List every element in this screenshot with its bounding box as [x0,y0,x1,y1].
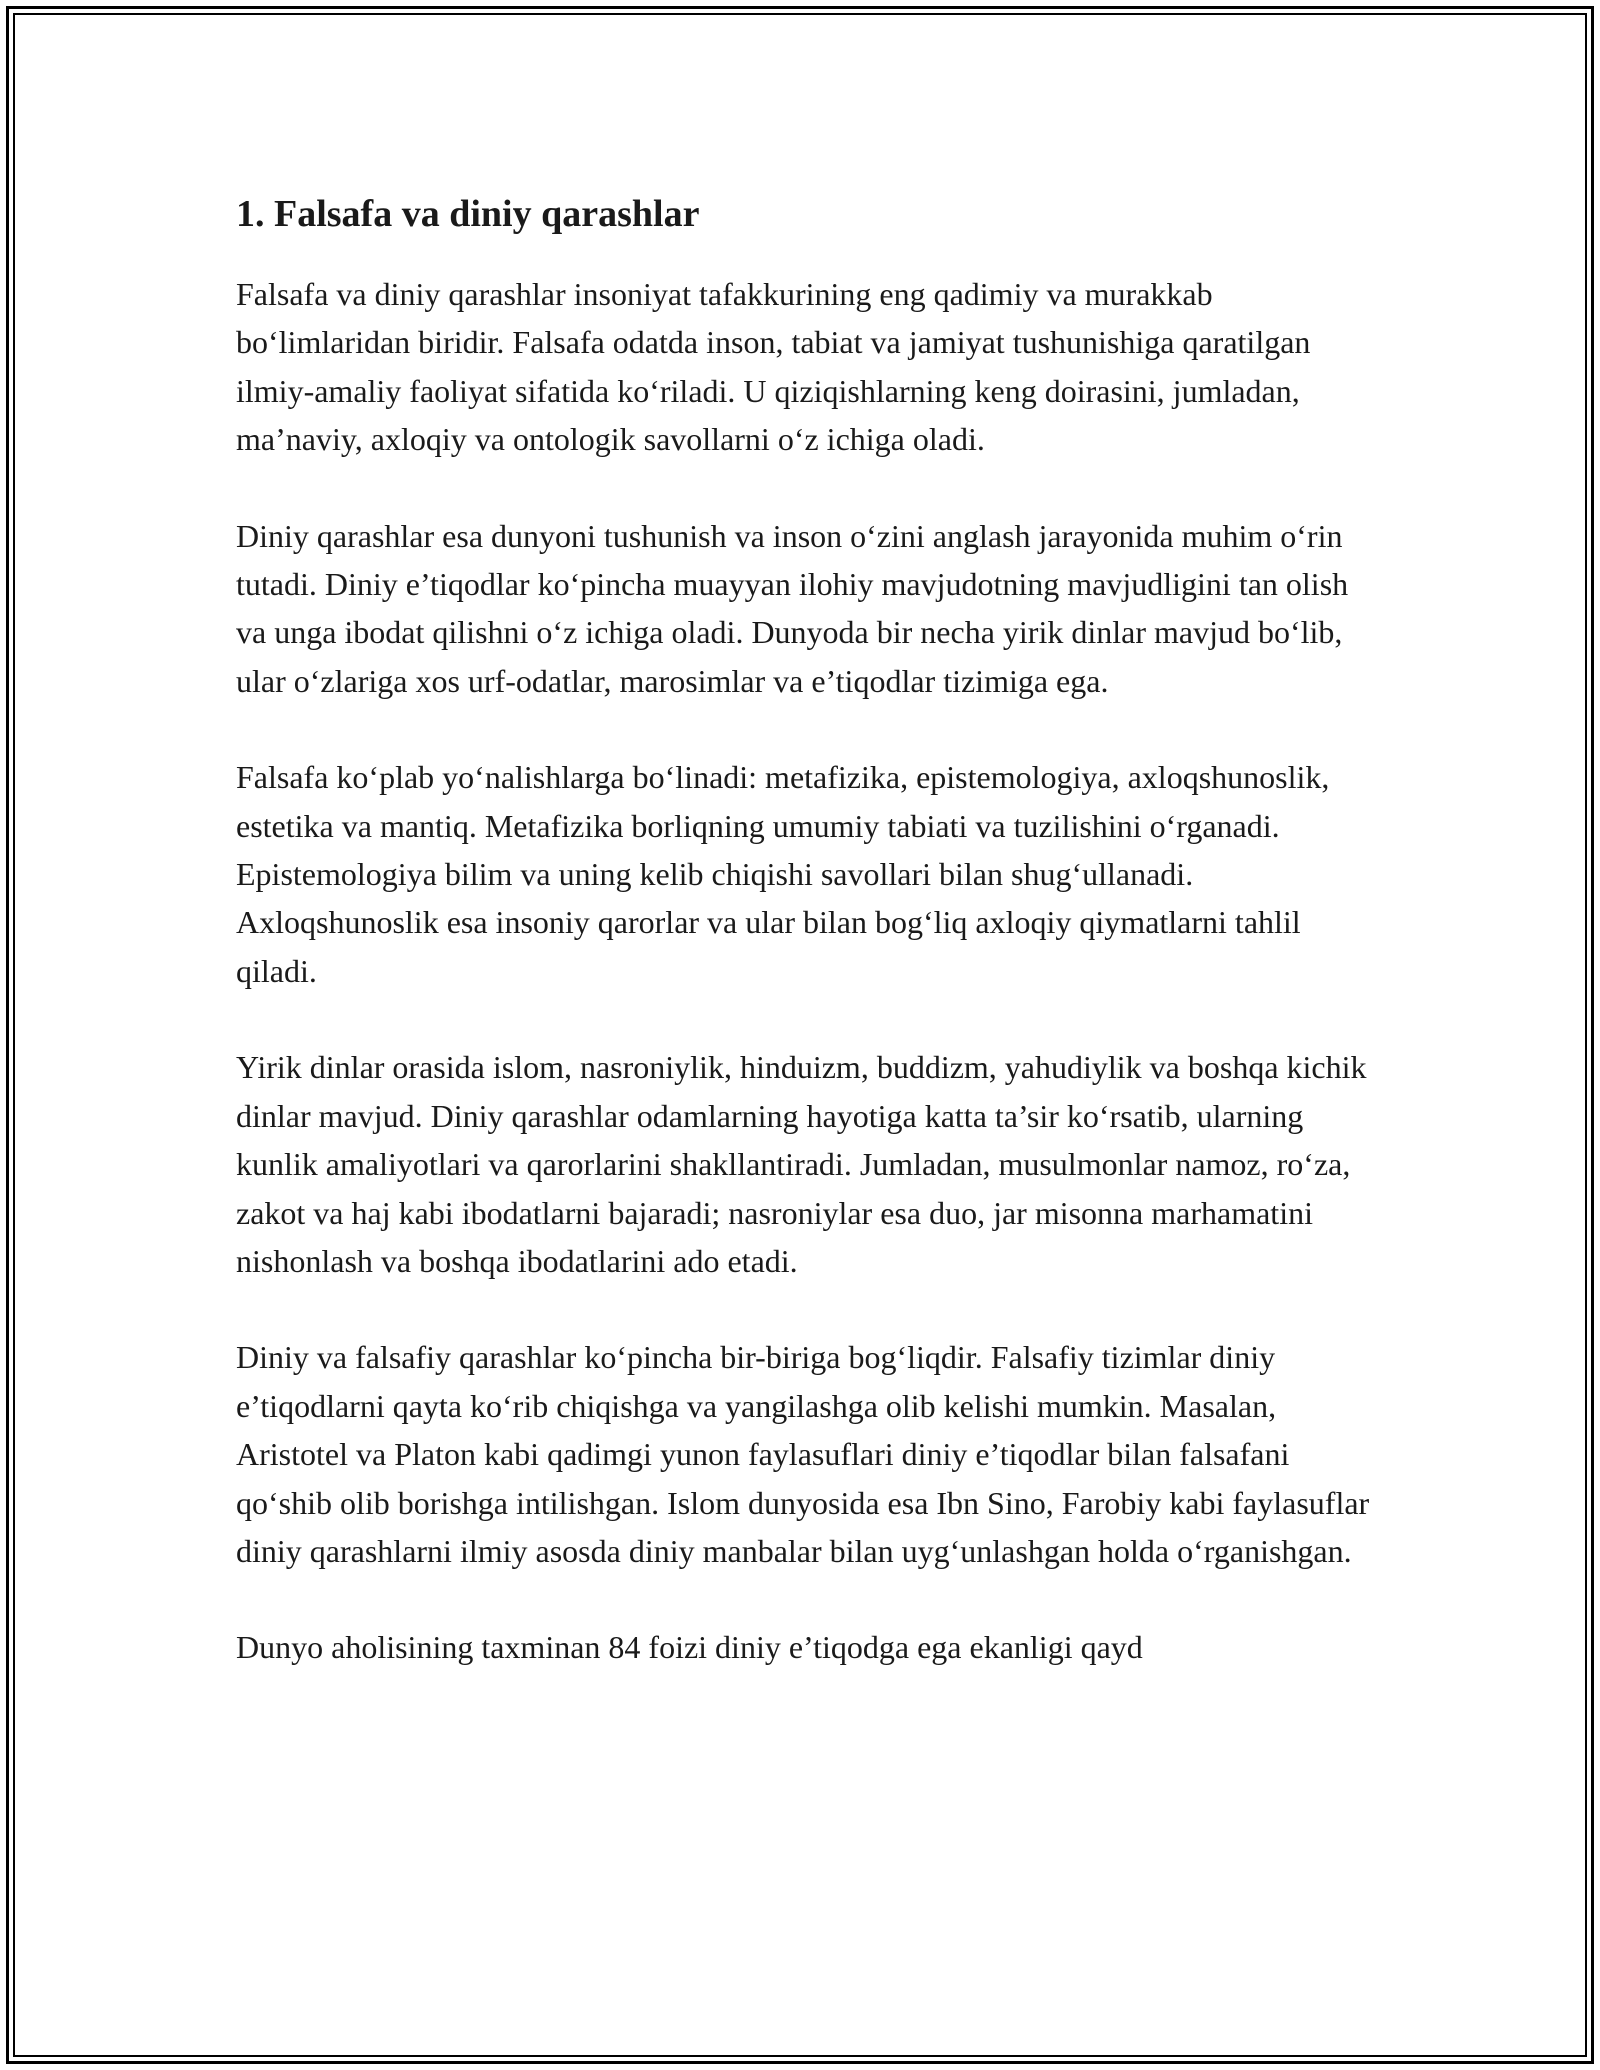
paragraph-1: Falsafa va diniy qarashlar insoniyat tafakkurining eng qadimiy va murakkab bo‘limlaridan biridir. Falsafa odatda inson, tabiat va jamiyat tushunishiga qaratilgan ilmiy-amaliy faoliyat sifatida ko‘riladi. U qiziqishlarning keng doirasini, jumladan, ma’naviy, axloqiy va ontologik savollarni o‘z ichiga oladi. [236,276,1311,458]
paragraph-3: Falsafa ko‘plab yo‘nalishlarga bo‘linadi: metafizika, epistemologiya, axloqshunoslik, estetika va mantiq. Metafizika borliqning umumiy tabiati va tuzilishini o‘rganadi. Epistemologiya bilim va uning kelib chiqishi savollari bilan shug‘ullanadi. Axloqshunoslik esa insoniy qarorlar va ular bilan bog‘liq axloqiy qiymatlarni tahlil qiladi. [236,759,1330,989]
paragraph-2: Diniy qarashlar esa dunyoni tushunish va inson o‘zini anglash jarayonida muhim o‘rin tutadi. Diniy e’tiqodlar ko‘pincha muayyan ilohiy mavjudotning mavjudligini tan olish va unga ibodat qilishni o‘z ichiga oladi. Dunyoda bir necha yirik dinlar mavjud bo‘lib, ular o‘zlariga xos urf-odatlar, marosimlar va e’tiqodlar tizimiga ega. [236,517,1349,699]
paragraph-5: Diniy va falsafiy qarashlar ko‘pincha bir-biriga bog‘liqdir. Falsafiy tizimlar diniy e’tiqodlarni qayta ko‘rib chiqishga va yangilashga olib kelishi mumkin. Masalan, Aristotel va Platon kabi qadimgi yunon faylasuflari diniy e’tiqodlar bilan falsafani qo‘shib olib borishga intilishgan. Islom dunyosida esa Ibn Sino, Farobiy kabi faylasuflar diniy qarashlarni ilmiy asosda diniy manbalar bilan uyg‘unlashgan holda o‘rganishgan. [236,1339,1370,1569]
paragraph-6: Dunyo aholisining taxminan 84 foizi diniy e’tiqodga ega ekanligi qayd [236,1629,1143,1666]
document-body [236,186,1376,1720]
section-heading: 1. Falsafa va diniy qarashlar [236,193,700,235]
paragraph-4: Yirik dinlar orasida islom, nasroniylik, hinduizm, buddizm, yahudiylik va boshqa kichik dinlar mavjud. Diniy qarashlar odamlarning hayotiga katta ta’sir ko‘rsatib, ularning kunlik amaliyotlari va qarorlarini shakllantiradi. Jumladan, musulmonlar namoz, ro‘za, zakot va haj kabi ibodatlarni bajaradi; nasroniylar esa duo, jar misonna marhamatini nishonlash va boshqa ibodatlarini ado etadi. [236,1049,1367,1279]
